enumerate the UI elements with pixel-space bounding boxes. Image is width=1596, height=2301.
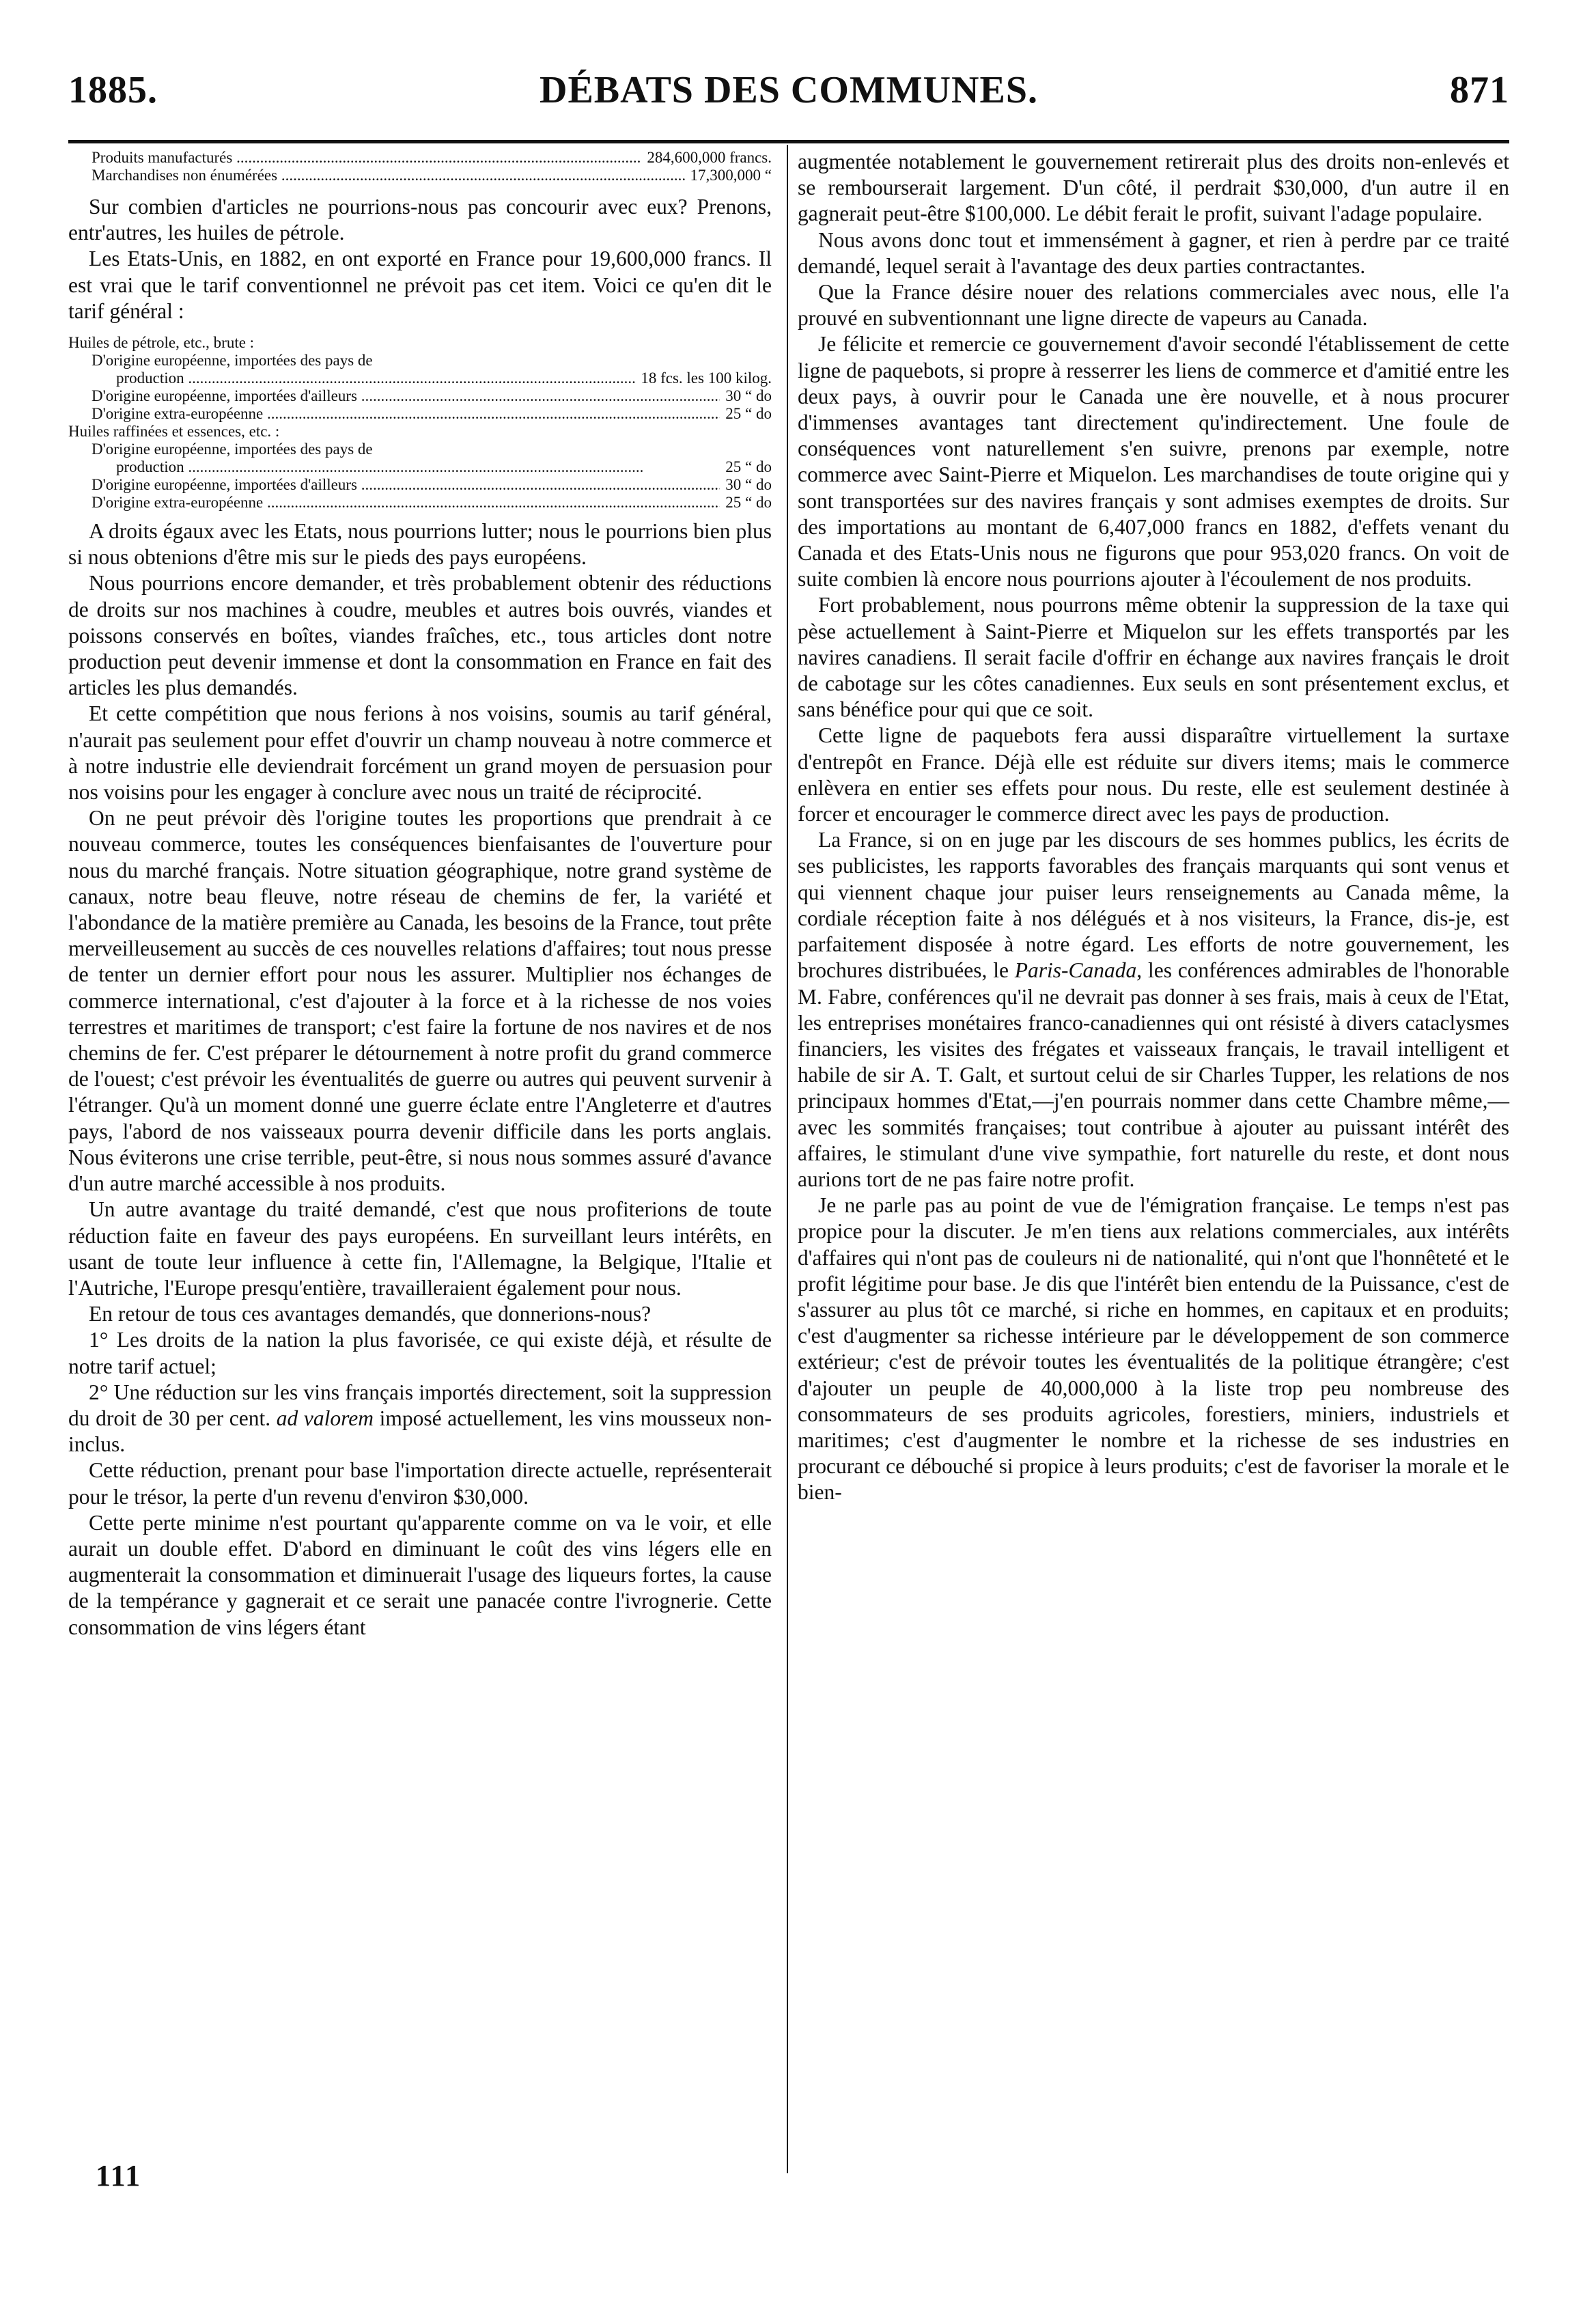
paragraph: Je ne parle pas au point de vue de l'émigration française. Le temps n'est pas propice pour la discuter. Je m'en tiens aux relations commerciales, aux intérêts d'affaires qui n'ont pas de couleurs ni de nationalité, qui n'ont que l'honnêteté et le profit légitime pour base. Je dis que l'intérêt bien entendu de la Puissance, c'est de s'assurer au plus tôt ce marché, si riche en hommes, en capitaux et en produits; c'est d'augmenter sa richesse intérieure par le développement de son commerce extérieur; c'est de prévoir toutes les éventualités de la politique étrangère; c'est d'ajouter un peuple de 40,000,000 à la liste trop peu nombreuse des consommateurs de ses produits agricoles, forestiers, miniers, industriels et maritimes; c'est d'augmenter le nombre et la richesse de ses industries en procurant ce débouché si propice à leurs produits; c'est de favoriser la morale et le bien- bbox=[798, 1193, 1509, 1505]
tariff-value: 30 “ do bbox=[725, 476, 772, 494]
signature-mark: 111 bbox=[96, 2159, 142, 2192]
paragraph-france bbox=[798, 827, 1509, 1193]
tariff-value: 18 fcs. les 100 kilog. bbox=[641, 369, 772, 387]
paragraph-wine bbox=[68, 1380, 772, 1458]
tariff-value: 25 “ do bbox=[725, 405, 772, 423]
paragraph: Cette ligne de paquebots fera aussi disparaître virtuellement la surtaxe d'entrepôt en France. Déjà elle est réduite sur divers items; mais le commerce enlèvera en entier ses effets pour nous. Du reste, elle est seulement destinée à forcer et encourager le commerce direct avec les pays de production. bbox=[798, 723, 1509, 826]
tariff-value: 25 “ do bbox=[725, 494, 772, 512]
text-run: 2° Une réduction sur les vins français importés directement, soit la suppression du droit de 30 per cent. bbox=[68, 1380, 772, 1430]
italic-phrase: ad valorem bbox=[276, 1406, 374, 1430]
tariff-row bbox=[68, 405, 772, 423]
goods-value: 17,300,000 “ bbox=[690, 167, 772, 184]
tariff-origin-line: D'origine européenne, importées des pays de bbox=[92, 441, 373, 458]
paragraph: A droits égaux avec les Etats, nous pourrions lutter; nous le pourrions bien plus si nous obtenions d'être mis sur le pieds des pays européens. bbox=[68, 519, 772, 570]
text-run: imposé actuellement, les vins mousseux non-inclus. bbox=[68, 1406, 772, 1457]
paragraph: On ne peut prévoir dès l'origine toutes les proportions que prendrait à ce nouveau commerce, toutes les conséquences bienfaisantes de l'ouverture pour nous du marché français. Notre situation géographique, notre grand système de canaux, notre beau fleuve, notre réseau de chemins de fer, la variété et l'abondance de la matière première au Canada, les besoins de la France, tout prête merveilleusement au succès de ces nouvelles relations d'affaires; tout nous presse de tenter un dernier effort pour nous les assurer. Multiplier nos échanges de commerce international, c'est d'ajouter à la force et à la richesse de nos voies terrestres et maritimes de transport; c'est faire la fortune de nos navires et de nos chemins de fer. C'est préparer le détournement à notre profit du grand commerce de l'ouest; c'est prévoir les éventualités de guerre ou autres qui peuvent survenir à l'étranger. Qu'à un moment donné une guerre éclate entre l'Angleterre et d'autres pays, l'abord de nos vaisseaux pourra devenir difficile dans les ports anglais. Nous éviterons une crise terrible, peut-être, si nous nous sommes assuré d'avance d'un autre marché accessible à nos produits. bbox=[68, 806, 772, 1196]
tariff-heading-refined: Huiles raffinées et essences, etc. : bbox=[68, 423, 280, 441]
text-run: , les conférences admirables de l'honorable M. Fabre, conférences qu'il ne devrait pas donner à ses frais, mais à ceux de l'Etat, les entreprises monétaires franco-canadiennes qui ont résisté à divers cataclysmes financiers, les visites des frégates et vaisseaux français, le travail intelligent et habile de sir A. T. Galt, et surtout celui de sir Charles Tupper, les relations de nos principaux hommes d'Etat,—j'en pourrais nommer dans cette Chambre même,—avec les sommités françaises; tout contribue à ajouter au puissant intérêt des affaires, le stimulant d'une vive sympathie, fort naturelle du reste, et dont nous aurions tort de ne pas faire notre profit. bbox=[798, 958, 1509, 1191]
tariff-row bbox=[68, 387, 772, 405]
tariff-label: D'origine européenne, importées d'ailleurs ..... bbox=[92, 476, 720, 494]
paragraph: Et cette compétition que nous ferions à nos voisins, soumis au tarif général, n'aurait pas seulement pour effet d'ouvrir un champ nouveau à notre commerce et à notre industrie elle deviendrait forcément un grand moyen de persuasion pour nos voisins pour les engager à conclure avec nous un traité de réciprocité. bbox=[68, 701, 772, 805]
paragraph: En retour de tous ces avantages demandés, que donnerions-nous? bbox=[89, 1302, 652, 1326]
tariff-table bbox=[68, 334, 772, 512]
tariff-row bbox=[68, 369, 772, 387]
paragraph: augmentée notablement le gouvernement retirerait plus des droits non-enlevés et se rembourserait largement. D'un côté, il perdrait $30,000, d'un autre il en gagnerait peut-être $100,000. Le débit ferait le profit, suivant l'adage populaire. bbox=[798, 150, 1509, 226]
header-rule bbox=[68, 140, 1509, 143]
left-column bbox=[68, 149, 772, 1641]
column-divider bbox=[787, 145, 788, 2173]
header-year: 1885. bbox=[68, 69, 158, 111]
tariff-label: D'origine extra-européenne ..... bbox=[92, 494, 720, 512]
paragraph: Je félicite et remercie ce gouvernement d'avoir secondé l'établissement de cette ligne de paquebots, si propre à resserrer les liens de commerce et d'amitié entre les deux pays, à ouvrir pour le Canada une ère nouvelle, et à nous procurer d'immenses avantages tant directement qu'indirectement. Une foule de conséquences vont naturellement s'en suivre, prenons par exemple, notre commerce avec Saint-Pierre et Miquelon. Les marchandises de toute origine qui y sont transportées sur des navires français y sont admises exemptes de droits. Sur des importations au montant de 6,407,000 francs en 1882, d'effets venant du Canada et des Etats-Unis nous ne figurons que pour 953,020 francs. On voit de suite combien là encore nous pourrions ajouter à l'écoulement de nos produits. bbox=[798, 332, 1509, 591]
tariff-heading-crude: Huiles de pétrole, etc., brute : bbox=[68, 334, 255, 352]
text-run: La France, si on en juge par les discours de ses hommes publics, les écrits de ses publicistes, les rapports favorables des français marquants qui sont venus et qui viennent chaque jour puiser leurs renseignements au Canada même, la cordiale réception faite à nos délégués et à nos visiteurs, la France, dis-je, est parfaitement disposée à notre égard. Les efforts de notre gouvernement, les brochures distribuées, le bbox=[798, 828, 1509, 983]
page-header bbox=[68, 68, 1509, 123]
tariff-row bbox=[68, 476, 772, 494]
header-title: DÉBATS DES COMMUNES. bbox=[540, 69, 1038, 111]
paragraph: Nous pourrions encore demander, et très probablement obtenir des réductions de droits sur nos machines à coudre, meubles et autres bois ouvrés, viandes et poissons conservés en boîtes, viandes fraîches, etc., tous articles dont notre production peut devenir immense et dont la consommation en France en fait des articles les plus demandés. bbox=[68, 571, 772, 700]
paragraph: Sur combien d'articles ne pourrions-nous pas concourir avec eux? Prenons, entr'autres, les huiles de pétrole. bbox=[68, 195, 772, 245]
italic-phrase: Paris-Canada bbox=[1014, 958, 1137, 983]
goods-label: Produits manufacturés ..... bbox=[92, 149, 641, 167]
tariff-origin-line: D'origine européenne, importées des pays de bbox=[92, 352, 373, 369]
goods-value: 284,600,000 francs. bbox=[647, 149, 772, 166]
goods-row bbox=[68, 167, 772, 184]
paragraph: Nous avons donc tout et immensément à gagner, et rien à perdre par ce traité demandé, lequel serait à l'avantage des deux parties contractantes. bbox=[798, 227, 1509, 278]
tariff-label: production ..... bbox=[116, 458, 720, 476]
paragraph: 1° Les droits de la nation la plus favorisée, ce qui existe déjà, et résulte de notre tarif actuel; bbox=[68, 1328, 772, 1378]
right-column bbox=[798, 149, 1509, 1506]
paragraph: Que la France désire nouer des relations commerciales avec nous, elle l'a prouvé en subventionnant une ligne directe de vapeurs au Canada. bbox=[798, 280, 1509, 331]
tariff-row bbox=[68, 458, 772, 476]
tariff-value: 25 “ do bbox=[725, 458, 772, 476]
paragraph: Cette réduction, prenant pour base l'importation directe actuelle, représenterait pour le trésor, la perte d'un revenu d'environ $30,000. bbox=[68, 1458, 772, 1509]
tariff-label: production ..... bbox=[116, 369, 635, 387]
goods-row bbox=[68, 149, 772, 167]
tariff-value: 30 “ do bbox=[725, 387, 772, 405]
goods-label: Marchandises non énumérées ..... bbox=[92, 167, 685, 184]
goods-table bbox=[68, 149, 772, 184]
paragraph: Un autre avantage du traité demandé, c'est que nous profiterions de toute réduction faite en faveur des pays européens. En surveillant leurs intérêts, en usant de toute leur influence à cette fin, l'Allemagne, la Belgique, l'Italie et l'Autriche, l'Europe presqu'entière, travailleraient également pour nous. bbox=[68, 1197, 772, 1300]
header-page-number: 871 bbox=[1450, 69, 1509, 111]
tariff-label: D'origine extra-européenne ..... bbox=[92, 405, 720, 423]
paragraph: Cette perte minime n'est pourtant qu'apparente comme on va le voir, et elle aurait un double effet. D'abord en diminuant le coût des vins légers elle en augmenterait la consommation et diminuerait l'usage des liqueurs fortes, la cause de la tempérance y gagnerait et ce serait une panacée contre l'ivrognerie. Cette consommation de vins légers étant bbox=[68, 1510, 772, 1639]
tariff-row bbox=[68, 494, 772, 512]
tariff-label: D'origine européenne, importées d'ailleurs ..... bbox=[92, 387, 720, 405]
paragraph: Fort probablement, nous pourrons même obtenir la suppression de la taxe qui pèse actuellement à Saint-Pierre et Miquelon sur les effets transportés par les navires canadiens. Il serait facile d'offrir en échange aux navires français le droit de cabotage sur les côtes canadiennes. Eux seuls en sont présentement exclus, et sans bénéfice pour qui que ce soit. bbox=[798, 593, 1509, 722]
paragraph: Les Etats-Unis, en 1882, en ont exporté en France pour 19,600,000 francs. Il est vrai que le tarif conventionnel ne prévoit pas cet item. Voici ce qu'en dit le tarif général : bbox=[68, 247, 772, 323]
